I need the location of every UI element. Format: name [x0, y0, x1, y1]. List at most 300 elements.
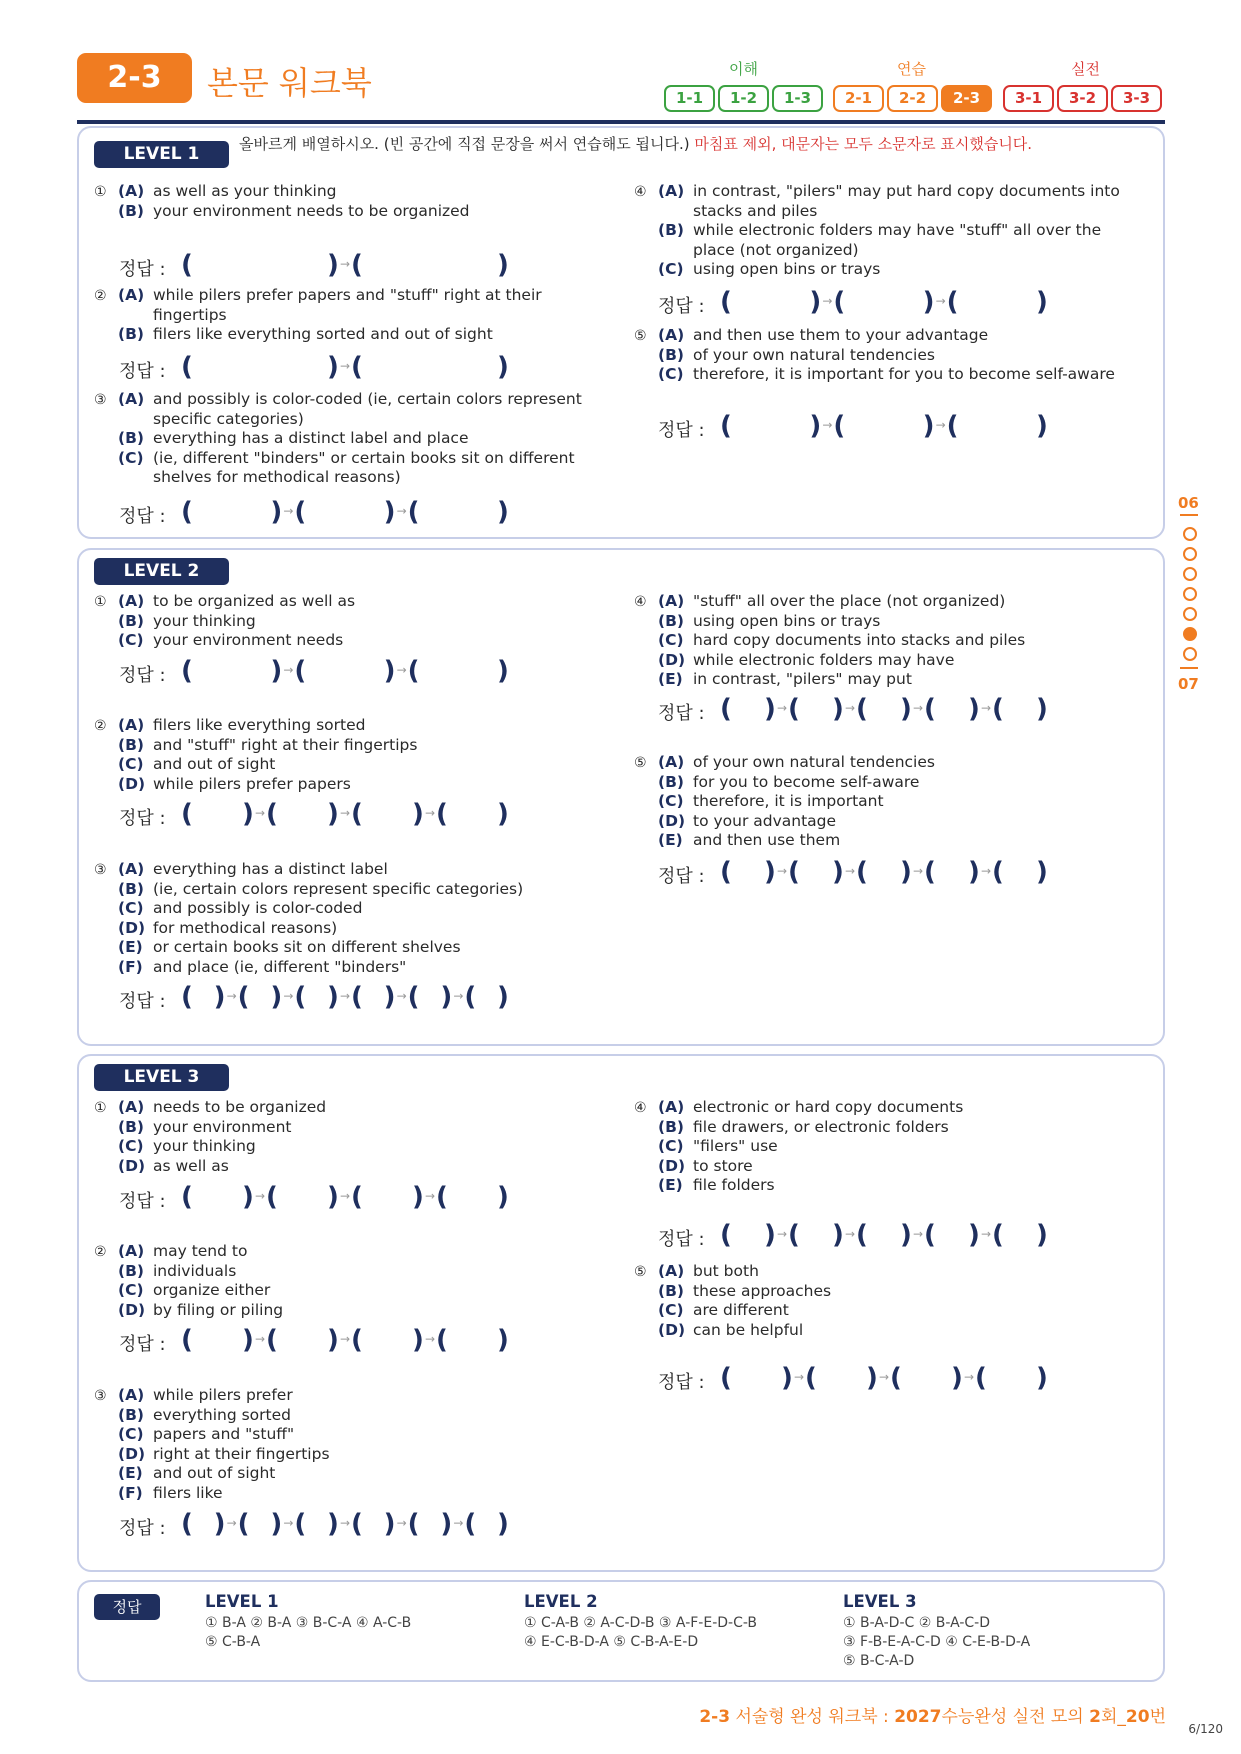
- arrow-icon: →: [340, 257, 351, 271]
- answer-key-title: LEVEL 3: [843, 1592, 917, 1611]
- option-line: [634, 1137, 963, 1157]
- arrow-icon: →: [845, 701, 856, 715]
- answer-blank-open: (: [946, 287, 959, 317]
- nav-dot-icon[interactable]: [1183, 547, 1197, 561]
- answer-blank-open: (: [351, 352, 363, 382]
- arrow-icon: →: [340, 1332, 351, 1346]
- option-text: everything has a distinct label: [153, 860, 388, 878]
- option-label: (A): [658, 592, 685, 610]
- option-label: (B): [118, 1261, 144, 1280]
- option-line: [634, 631, 1025, 651]
- answer-key-line: ① B-A-D-C ② B-A-C-D: [843, 1615, 991, 1631]
- answer-label: 정답 :: [119, 506, 166, 527]
- answer-blank-close: ): [1036, 411, 1048, 441]
- answer-label: 정답 :: [658, 866, 705, 887]
- answer-blank-close: ): [412, 799, 424, 829]
- question-number: ③: [94, 862, 107, 878]
- option-line: [634, 670, 1025, 690]
- answer-blank-open: (: [351, 982, 363, 1012]
- arrow-icon: →: [396, 504, 407, 518]
- option-line: [634, 792, 935, 812]
- question-5: [634, 326, 1115, 385]
- answer-blank-close: ): [327, 1325, 339, 1355]
- answer-blank-close: ): [440, 1509, 453, 1539]
- footer-text: 서술형 완성 워크북 :: [730, 1707, 895, 1727]
- option-text: are different: [693, 1301, 789, 1319]
- question-3: [94, 1386, 330, 1503]
- footer-year: 2027: [894, 1707, 942, 1727]
- option-line: [634, 260, 1120, 280]
- step-3-3[interactable]: 3-3: [1111, 85, 1162, 112]
- question-number: ④: [634, 594, 647, 610]
- instruction-note: 마침표 제외, 대문자는 모두 소문자로 표시했습니다.: [689, 135, 1033, 153]
- answer-label: 정답 :: [119, 1334, 166, 1355]
- answer-key-line: ⑤ B-C-A-D: [843, 1653, 915, 1669]
- answer-blank-open: (: [975, 1363, 987, 1393]
- answer-blank-close: ): [497, 352, 509, 382]
- question-1: [94, 592, 355, 651]
- option-text: and then use them to your advantage: [693, 326, 989, 344]
- instruction-text: [239, 135, 1139, 154]
- answer-blank-close: ): [900, 1220, 912, 1250]
- answer-blank-close: ): [1036, 1220, 1048, 1250]
- option-line: [634, 1118, 963, 1138]
- option-text: everything sorted: [153, 1405, 291, 1424]
- option-line: [94, 1137, 326, 1157]
- nav-dot-icon[interactable]: [1183, 607, 1197, 621]
- answer-label: 정답 :: [658, 420, 705, 441]
- answer-blank-open: (: [992, 857, 1004, 887]
- answer-label: 정답 :: [119, 1518, 166, 1539]
- answer-row-4[interactable]: [658, 285, 1068, 321]
- option-text: therefore, it is important for you to become self-aware: [693, 365, 1115, 383]
- question-2: [94, 1242, 283, 1320]
- answer-label: 정답 :: [119, 259, 166, 280]
- side-nav-line: [1180, 667, 1198, 669]
- option-label: (C): [658, 260, 684, 278]
- option-text: while pilers prefer papers: [153, 774, 351, 793]
- category-understanding: 이해: [729, 60, 758, 78]
- option-text: of your own natural tendencies: [693, 345, 935, 364]
- answer-blank-close: ): [1036, 694, 1048, 724]
- arrow-icon: →: [226, 1516, 237, 1530]
- answer-blank-close: ): [327, 352, 339, 382]
- option-text: right at their fingertips: [153, 1444, 330, 1463]
- option-label: (B): [118, 1117, 144, 1136]
- answer-blank-open: (: [805, 1363, 817, 1393]
- arrow-icon: →: [340, 806, 351, 820]
- answer-blank-open: (: [833, 287, 846, 317]
- nav-dot-icon[interactable]: [1183, 567, 1197, 581]
- step-2-1[interactable]: 2-1: [833, 85, 884, 112]
- arrow-icon: →: [913, 701, 924, 715]
- option-text: can be helpful: [693, 1320, 804, 1339]
- arrow-icon: →: [425, 1189, 436, 1203]
- arrow-icon: →: [964, 1370, 975, 1384]
- option-label: (B): [658, 1281, 684, 1300]
- answer-blank-close: ): [900, 857, 912, 887]
- answer-row-2[interactable]: [119, 797, 529, 833]
- option-label: (B): [658, 611, 684, 630]
- option-text: organize either: [153, 1281, 271, 1299]
- option-label: (D): [658, 811, 686, 830]
- answer-blank-open: (: [436, 1182, 448, 1212]
- answer-key-title: LEVEL 2: [524, 1592, 598, 1611]
- option-line: [94, 919, 523, 939]
- answer-blank-open: (: [720, 411, 732, 441]
- answer-blank-open: (: [407, 497, 420, 527]
- option-label: (F): [118, 957, 143, 976]
- option-label: (A): [658, 1262, 685, 1280]
- option-text: and possibly is color-coded: [153, 899, 363, 917]
- question-4: [634, 592, 1025, 690]
- option-line: [94, 1464, 330, 1484]
- nav-dot-icon[interactable]: [1183, 647, 1197, 661]
- answer-blank-open: (: [181, 1325, 193, 1355]
- option-label: (C): [658, 631, 684, 649]
- answer-blank-close: ): [213, 1509, 226, 1539]
- answer-blank-open: (: [436, 1325, 448, 1355]
- answer-blank-close: ): [497, 799, 509, 829]
- answer-row-3[interactable]: [119, 980, 529, 1016]
- answer-key-level-3: [843, 1592, 1030, 1671]
- instruction-main: 올바르게 배열하시오. (빈 공간에 직접 문장을 써서 연습해도 됩니다.): [239, 135, 690, 153]
- option-line: [634, 346, 1115, 366]
- answer-blank-close: ): [1036, 287, 1048, 317]
- option-text: to store: [693, 1156, 753, 1175]
- answer-blank-close: ): [922, 411, 935, 441]
- answer-blank-close: ): [900, 694, 912, 724]
- answer-blank-close: ): [383, 1509, 396, 1539]
- option-label: (A): [118, 1098, 145, 1116]
- answer-blank-open: (: [833, 411, 846, 441]
- question-number: ①: [94, 1100, 107, 1116]
- answer-blank-open: (: [924, 694, 936, 724]
- option-line: [94, 1386, 330, 1406]
- answer-blank-open: (: [720, 1363, 732, 1393]
- nav-dot-icon[interactable]: [1183, 627, 1197, 641]
- arrow-icon: →: [255, 1332, 266, 1346]
- answer-blank-close: ): [242, 1182, 254, 1212]
- option-line: [634, 773, 935, 793]
- option-line: [94, 899, 523, 919]
- option-label: (B): [118, 879, 144, 898]
- option-label: (D): [658, 1156, 686, 1175]
- answer-blank-open: (: [181, 497, 193, 527]
- answer-blank-open: (: [407, 982, 420, 1012]
- step-1-2[interactable]: 1-2: [718, 85, 769, 112]
- arrow-icon: →: [822, 294, 833, 308]
- answer-blank-open: (: [181, 656, 193, 686]
- answer-blank-close: ): [270, 1509, 283, 1539]
- arrow-icon: →: [777, 864, 788, 878]
- option-label: (B): [658, 221, 684, 239]
- answer-blank-close: ): [832, 857, 844, 887]
- answer-blank-close: ): [412, 1182, 424, 1212]
- arrow-icon: →: [340, 1189, 351, 1203]
- answer-row-5[interactable]: [658, 409, 1068, 445]
- option-line: [94, 775, 417, 795]
- option-text: your environment needs: [153, 631, 344, 649]
- answer-blank-close: ): [497, 250, 509, 280]
- option-line: [94, 1484, 330, 1504]
- option-text: or certain books sit on different shelves: [153, 938, 461, 956]
- answer-blank-open: (: [181, 352, 193, 382]
- answer-blank-close: ): [1036, 1363, 1048, 1393]
- answer-row-5[interactable]: [658, 1361, 1068, 1397]
- question-number: ①: [94, 594, 107, 610]
- arrow-icon: →: [913, 864, 924, 878]
- arrow-icon: →: [845, 1227, 856, 1241]
- footer-question-number: 20: [1125, 1707, 1150, 1727]
- answer-row-1[interactable]: [119, 248, 529, 284]
- answer-blank-open: (: [237, 982, 250, 1012]
- answer-row-3[interactable]: [119, 1507, 529, 1543]
- answer-blank-open: (: [924, 1220, 936, 1250]
- option-text: for you to become self-aware: [693, 772, 920, 791]
- option-text: using open bins or trays: [693, 260, 881, 278]
- step-3-1[interactable]: 3-1: [1003, 85, 1054, 112]
- option-text: filers like everything sorted: [153, 716, 366, 734]
- arrow-icon: →: [981, 701, 992, 715]
- option-text: your environment needs to be organized: [153, 201, 470, 220]
- option-label: (C): [658, 1137, 684, 1155]
- option-text: for methodical reasons): [153, 918, 338, 937]
- step-2-2[interactable]: 2-2: [887, 85, 938, 112]
- option-text: your thinking: [153, 1137, 256, 1155]
- option-line: [634, 651, 1025, 671]
- option-text: (ie, certain colors represent specific categories): [153, 879, 524, 898]
- option-line: [634, 831, 935, 851]
- answer-key-line: ④ E-C-B-D-A ⑤ C-B-A-E-D: [524, 1634, 699, 1650]
- answer-blank-open: (: [436, 799, 448, 829]
- answer-blank-open: (: [351, 1325, 363, 1355]
- answer-blank-open: (: [788, 857, 800, 887]
- option-label: (F): [118, 1483, 143, 1502]
- option-text: "stuff" all over the place (not organized): [693, 592, 1006, 610]
- option-line: [94, 592, 355, 612]
- question-2: [94, 286, 542, 345]
- answer-blank-close: ): [497, 982, 509, 1012]
- option-text: by filing or piling: [153, 1300, 284, 1319]
- question-3: [94, 860, 523, 977]
- option-text: fingertips: [153, 305, 227, 324]
- question-3: [94, 390, 582, 488]
- level-badge: LEVEL 1: [94, 141, 229, 168]
- option-text: specific categories): [153, 409, 304, 428]
- answer-blank-open: (: [720, 694, 732, 724]
- option-line: [634, 1321, 831, 1341]
- arrow-icon: →: [794, 1370, 805, 1384]
- answer-key-level-1: [205, 1592, 411, 1652]
- option-text: file drawers, or electronic folders: [693, 1117, 949, 1136]
- question-number: ⑤: [634, 1264, 647, 1280]
- option-label: (B): [118, 201, 144, 220]
- answer-blank-open: (: [181, 1509, 193, 1539]
- option-text: needs to be organized: [153, 1098, 327, 1116]
- question-number: ④: [634, 1100, 647, 1116]
- option-text: in contrast, "pilers" may put: [693, 670, 912, 688]
- option-label: (E): [658, 670, 683, 688]
- question-1: [94, 1098, 326, 1176]
- arrow-icon: →: [981, 864, 992, 878]
- answer-blank-open: (: [856, 1220, 868, 1250]
- option-line: [634, 812, 935, 832]
- option-label: (B): [118, 1405, 144, 1424]
- option-line: [634, 241, 1120, 261]
- option-text: as well as your thinking: [153, 182, 337, 200]
- option-label: (C): [118, 1137, 144, 1155]
- option-line: [94, 1445, 330, 1465]
- answer-key-line: ① B-A ② B-A ③ B-C-A ④ A-C-B: [205, 1615, 412, 1631]
- option-line: [94, 286, 542, 306]
- nav-dot-icon[interactable]: [1183, 587, 1197, 601]
- page-title: 본문 워크북: [207, 64, 372, 102]
- answer-blank-open: (: [788, 1220, 800, 1250]
- option-line: [94, 1262, 283, 1282]
- option-text: and "stuff" right at their fingertips: [153, 735, 418, 754]
- answer-blank-close: ): [327, 982, 339, 1012]
- answer-blank-close: ): [968, 694, 980, 724]
- option-text: hard copy documents into stacks and piles: [693, 631, 1026, 649]
- step-2-3[interactable]: 2-3: [941, 85, 992, 112]
- answer-row-5[interactable]: [658, 855, 1068, 891]
- answer-key-line: ⑤ C-B-A: [205, 1634, 261, 1650]
- answer-blank-close: ): [781, 1363, 793, 1393]
- answer-blank-open: (: [351, 799, 363, 829]
- answer-blank-close: ): [497, 1182, 509, 1212]
- step-3-2[interactable]: 3-2: [1057, 85, 1108, 112]
- option-text: while electronic folders may have: [693, 650, 955, 669]
- option-line: [634, 1282, 831, 1302]
- option-label: (A): [658, 182, 685, 200]
- answer-blank-close: ): [383, 982, 396, 1012]
- option-text: shelves for methodical reasons): [153, 468, 401, 486]
- option-label: (A): [118, 390, 145, 408]
- answer-blank-open: (: [992, 694, 1004, 724]
- arrow-icon: →: [822, 418, 833, 432]
- option-line: [94, 202, 470, 222]
- option-text: while pilers prefer papers and "stuff" right at their: [153, 286, 542, 304]
- answer-blank-open: (: [890, 1363, 902, 1393]
- answer-blank-close: ): [327, 1509, 339, 1539]
- option-text: electronic or hard copy documents: [693, 1098, 964, 1116]
- footer-text: 번: [1149, 1707, 1166, 1727]
- arrow-icon: →: [340, 989, 351, 1003]
- answer-blank-close: ): [270, 497, 283, 527]
- option-line: [634, 753, 935, 773]
- option-label: (B): [658, 345, 684, 364]
- option-line: [94, 1157, 326, 1177]
- option-label: (C): [658, 1301, 684, 1319]
- answer-blank-close: ): [440, 982, 453, 1012]
- answer-label: 정답 :: [119, 1191, 166, 1212]
- answer-blank-close: ): [764, 694, 776, 724]
- option-text: while electronic folders may have "stuff" all over the: [693, 221, 1102, 239]
- option-line: [94, 182, 470, 202]
- arrow-icon: →: [340, 1516, 351, 1530]
- question-number: ③: [94, 1388, 107, 1404]
- answer-row-4[interactable]: [658, 692, 1068, 728]
- answer-blank-close: ): [922, 287, 935, 317]
- footer-badge: 2-3: [699, 1707, 731, 1727]
- answer-blank-close: ): [866, 1363, 878, 1393]
- option-text: your thinking: [153, 611, 256, 630]
- answer-label: 정답 :: [119, 361, 166, 382]
- answer-blank-open: (: [720, 287, 732, 317]
- option-text: of your own natural tendencies: [693, 753, 935, 771]
- answer-key-panel: [77, 1580, 1165, 1682]
- answer-row-1[interactable]: [119, 1180, 529, 1216]
- answer-blank-close: ): [327, 799, 339, 829]
- answer-blank-open: (: [788, 694, 800, 724]
- side-nav-start: 06: [1178, 494, 1199, 512]
- answer-blank-open: (: [407, 1509, 420, 1539]
- arrow-icon: →: [396, 1516, 407, 1530]
- option-text: and possibly is color-coded (ie, certain colors represent: [153, 390, 582, 408]
- option-label: (A): [118, 182, 145, 200]
- option-label: (C): [118, 631, 144, 649]
- answer-blank-open: (: [856, 857, 868, 887]
- step-1-3[interactable]: 1-3: [772, 85, 823, 112]
- option-text: therefore, it is important: [693, 792, 884, 810]
- arrow-icon: →: [255, 806, 266, 820]
- question-number: ①: [94, 184, 107, 200]
- header-divider: [77, 120, 1165, 124]
- option-label: (C): [118, 1425, 144, 1443]
- option-line: [94, 1098, 326, 1118]
- option-line: [634, 1157, 963, 1177]
- option-text: may tend to: [153, 1242, 248, 1260]
- option-line: [94, 736, 417, 756]
- answer-blank-close: ): [497, 497, 509, 527]
- option-text: everything has a distinct label and place: [153, 429, 469, 447]
- answer-blank-open: (: [181, 799, 193, 829]
- option-text: and out of sight: [153, 1464, 276, 1482]
- answer-row-4[interactable]: [658, 1218, 1068, 1254]
- answer-row-2[interactable]: [119, 1323, 529, 1359]
- answer-blank-close: ): [809, 287, 822, 317]
- option-line: [94, 1118, 326, 1138]
- step-1-1[interactable]: 1-1: [664, 85, 715, 112]
- answer-blank-close: ): [968, 1220, 980, 1250]
- answer-row-2[interactable]: [119, 350, 529, 386]
- option-text: and then use them: [693, 831, 841, 849]
- answer-label: 정답 :: [658, 1372, 705, 1393]
- answer-blank-open: (: [266, 1182, 278, 1212]
- answer-blank-open: (: [946, 411, 959, 441]
- answer-key-title: LEVEL 1: [205, 1592, 279, 1611]
- option-label: (A): [118, 286, 145, 304]
- option-line: [94, 860, 523, 880]
- option-line: [94, 1406, 330, 1426]
- nav-dot-icon[interactable]: [1183, 527, 1197, 541]
- answer-row-1[interactable]: [119, 654, 529, 690]
- arrow-icon: →: [283, 663, 294, 677]
- option-label: (C): [118, 1281, 144, 1299]
- answer-blank-open: (: [992, 1220, 1004, 1250]
- option-label: (C): [118, 899, 144, 917]
- question-number: ②: [94, 288, 107, 304]
- answer-row-3[interactable]: [119, 495, 529, 531]
- option-text: as well as: [153, 1156, 229, 1175]
- question-number: ④: [634, 184, 647, 200]
- answer-blank-close: ): [809, 411, 822, 441]
- answer-blank-open: (: [351, 250, 363, 280]
- option-line: [634, 1301, 831, 1321]
- option-line: [94, 938, 523, 958]
- question-number: ③: [94, 392, 107, 408]
